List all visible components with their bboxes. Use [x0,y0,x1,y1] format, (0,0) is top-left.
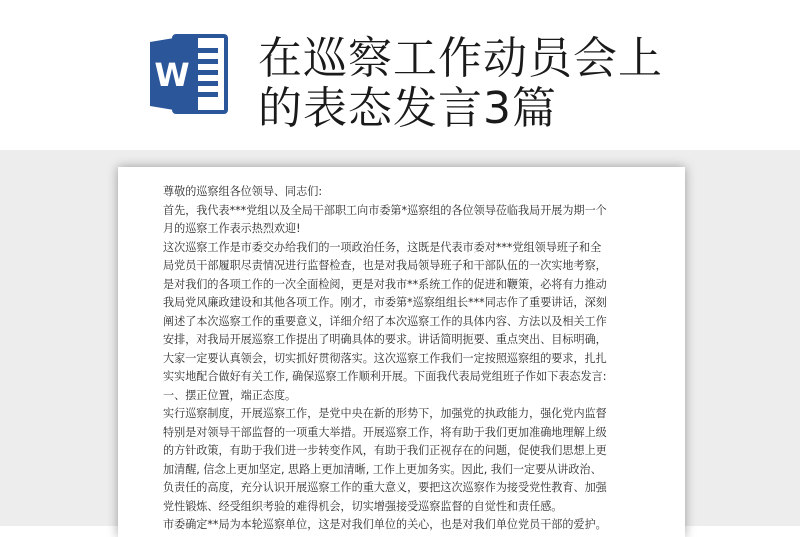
document-line: 局党员干部履职尽责情况进行监督检查，也是对我局领导班子和干部队伍的一次实地考察， [163,259,607,272]
document-line: 实行巡察制度，开展巡察工作，是党中央在新的形势下，加强党的执政能力，强化党内监督 [163,407,607,420]
document-line: 市委确定**局为本轮巡察单位，这是对我们单位的关心，也是对我们单位党员干部的爱护。 [163,518,607,531]
document-line: 我局党风廉政建设和其他各项工作。刚才，市委第*巡察组组长***同志作了重要讲话，深刻 [163,296,607,309]
document-line: 一、摆正位置，端正态度。 [163,388,297,402]
document-line: 是对我们的各项工作的一次全面检阅，更是对我市**系统工作的促进和鞭策，必将有力推动 [163,277,607,291]
page-title [258,34,778,134]
document-line: 的方针政策，有助于我们进一步转变作风，有助于我们正视存在的问题，促使我们思想上更 [163,444,607,457]
document-line: 大家一定要认真领会，切实抓好贯彻落实。这次巡察工作我们一定按照巡察组的要求，扎扎 [163,351,607,365]
document-line: 这次巡察工作是市委交办给我们的一项政治任务，这既是代表市委对***党组领导班子和全 [163,240,602,254]
document-line: 党性锻炼、经受组织考验的难得机会，切实增强接受巡察监督的自觉性和责任感。 [163,499,563,513]
document-line: 月的巡察工作表示热烈欢迎! [163,222,301,235]
document-line: 负责任的高度，充分认识开展巡察工作的重大意义，要把这次巡察作为接受党性教育、加强 [163,481,607,494]
document-line: 首先，我代表***党组以及全局干部职工向市委第*巡察组的各位领导莅临我局开展为期一个 [163,203,607,217]
word-logo-letter: W [154,56,190,94]
document-line: 实实地配合做好有关工作, 确保巡察工作顺利开展。下面我代表局党组班子作如下表态发言: [163,370,607,383]
document-body [163,183,663,535]
title-line-1: 在巡察工作动员会上 [258,33,663,84]
document-line: 特别是对领导干部监督的一项重大举措。开展巡察工作，将有助于我们更加准确地理解上级 [163,425,607,439]
document-line: 加清醒, 信念上更加坚定, 思路上更加清晰, 工作上更加务实。因此, 我们一定要从讲政治、 [163,462,602,476]
document-line: 安排，对我局开展巡察工作提出了明确具体的要求。讲话简明扼要、重点突出、目标明确， [163,333,607,346]
word-icon [148,32,228,116]
document-line: 阐述了本次巡察工作的重要意义，详细介绍了本次巡察工作的具体内容、方法以及相关工作 [163,314,607,328]
document-line: 尊敬的巡察组各位领导、同志们: [163,185,323,198]
document-page [118,167,685,537]
title-line-2: 的表态发言3篇 [258,83,557,134]
